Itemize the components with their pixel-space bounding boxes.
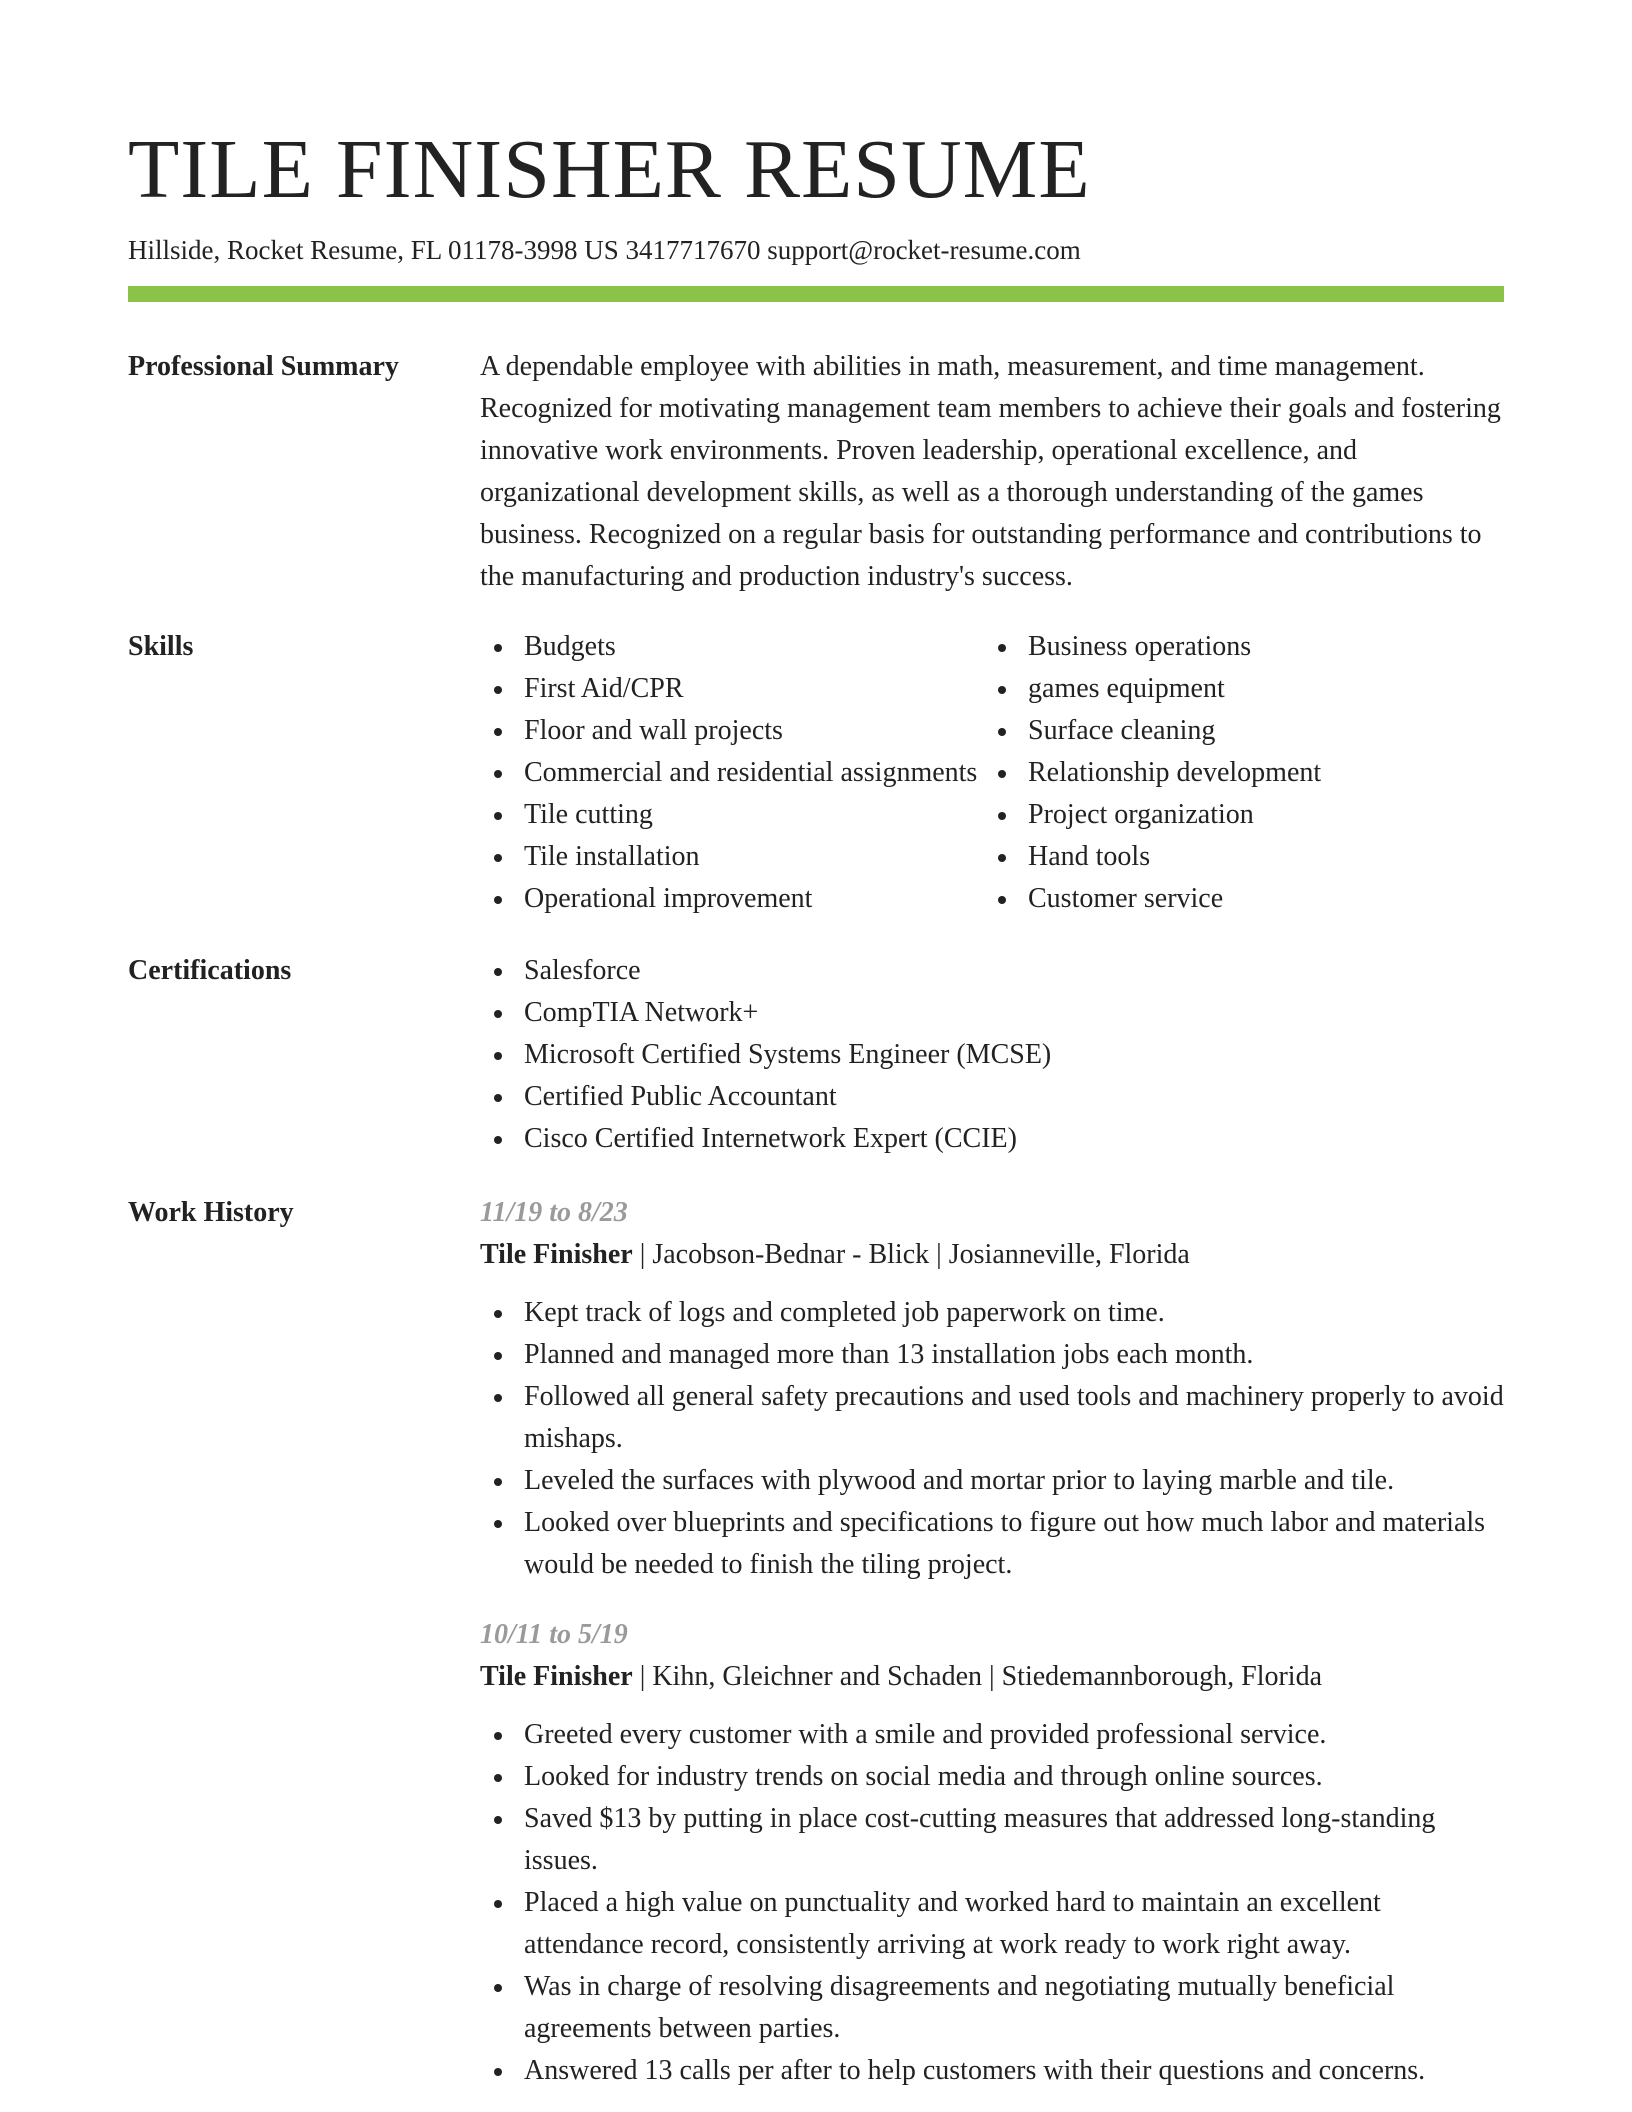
job-bullet: Followed all general safety precautions and used tools and machinery properly to avoid mishaps. — [480, 1376, 1504, 1460]
certification-item: Microsoft Certified Systems Engineer (MCSE) — [480, 1034, 1504, 1076]
job-entry — [480, 1614, 1504, 2092]
job-details: | Jacobson-Bednar - Blick | Josianneville, Florida — [632, 1239, 1190, 1270]
skill-item: Relationship development — [984, 752, 1504, 794]
job-title: Tile Finisher — [480, 1661, 633, 1692]
skill-item: Commercial and residential assignments — [480, 752, 984, 794]
work-history-label: Work History — [128, 1197, 294, 1228]
job-bullet: Kept track of logs and completed job paperwork on time. — [480, 1292, 1504, 1334]
skills-list-right — [984, 626, 1504, 920]
job-header — [480, 1234, 1504, 1276]
skill-item: Surface cleaning — [984, 710, 1504, 752]
certification-item: Cisco Certified Internetwork Expert (CCIE) — [480, 1118, 1504, 1160]
job-bullet: Saved $13 by putting in place cost-cutting measures that addressed long-standing issues. — [480, 1798, 1504, 1882]
skill-item: Tile installation — [480, 836, 984, 878]
job-bullet: Was in charge of resolving disagreements and negotiating mutually beneficial agreements between parties. — [480, 1966, 1504, 2050]
certifications-label: Certifications — [128, 955, 292, 986]
certification-item: Certified Public Accountant — [480, 1076, 1504, 1118]
job-dates: 10/11 to 5/19 — [480, 1619, 628, 1650]
job-bullet: Answered 13 calls per after to help customers with their questions and concerns. — [480, 2050, 1504, 2092]
header-divider — [128, 286, 1504, 302]
summary-text: A dependable employee with abilities in math, measurement, and time management. Recognized for motivating management team members to achieve their goals and fostering innovative work environments. Proven leadership, operational excellence, and organizational development skills, as well as a thorough understanding of the games business. Recognized on a regular basis for outstanding performance and contributions to the manufacturing and production industry's success. — [480, 351, 1501, 592]
job-header — [480, 1656, 1504, 1698]
job-details: | Kihn, Gleichner and Schaden | Stiedemannborough, Florida — [632, 1661, 1322, 1692]
skill-item: Project organization — [984, 794, 1504, 836]
skill-item: Operational improvement — [480, 878, 984, 920]
resume-title: TILE FINISHER RESUME — [128, 123, 1091, 216]
job-bullet: Looked for industry trends on social media and through online sources. — [480, 1756, 1504, 1798]
summary-body — [480, 346, 1504, 598]
job-bullet: Leveled the surfaces with plywood and mortar prior to laying marble and tile. — [480, 1460, 1504, 1502]
certification-item: CompTIA Network+ — [480, 992, 1504, 1034]
skill-item: games equipment — [984, 668, 1504, 710]
job-bullets — [480, 1292, 1504, 1586]
skills-label: Skills — [128, 631, 194, 662]
job-bullets — [480, 1714, 1504, 2092]
job-bullet: Planned and managed more than 13 installation jobs each month. — [480, 1334, 1504, 1376]
skill-item: Budgets — [480, 626, 984, 668]
certifications-list — [480, 950, 1504, 1160]
job-title: Tile Finisher — [480, 1239, 633, 1270]
certification-item: Salesforce — [480, 950, 1504, 992]
skill-item: Floor and wall projects — [480, 710, 984, 752]
skill-item: Hand tools — [984, 836, 1504, 878]
skills-list-left — [480, 626, 984, 920]
skill-item: Business operations — [984, 626, 1504, 668]
skill-item: Tile cutting — [480, 794, 984, 836]
skill-item: Customer service — [984, 878, 1504, 920]
job-entry — [480, 1192, 1504, 1586]
summary-label: Professional Summary — [128, 351, 399, 382]
certifications-body — [480, 950, 1504, 1160]
job-bullet: Placed a high value on punctuality and worked hard to maintain an excellent attendance record, consistently arriving at work ready to work right away. — [480, 1882, 1504, 1966]
job-bullet: Looked over blueprints and specifications to figure out how much labor and materials would be needed to finish the tiling project. — [480, 1502, 1504, 1586]
skill-item: First Aid/CPR — [480, 668, 984, 710]
job-bullet: Greeted every customer with a smile and provided professional service. — [480, 1714, 1504, 1756]
job-dates: 11/19 to 8/23 — [480, 1197, 628, 1228]
contact-line: Hillside, Rocket Resume, FL 01178-3998 US 3417717670 support@rocket-resume.com — [128, 235, 1081, 265]
